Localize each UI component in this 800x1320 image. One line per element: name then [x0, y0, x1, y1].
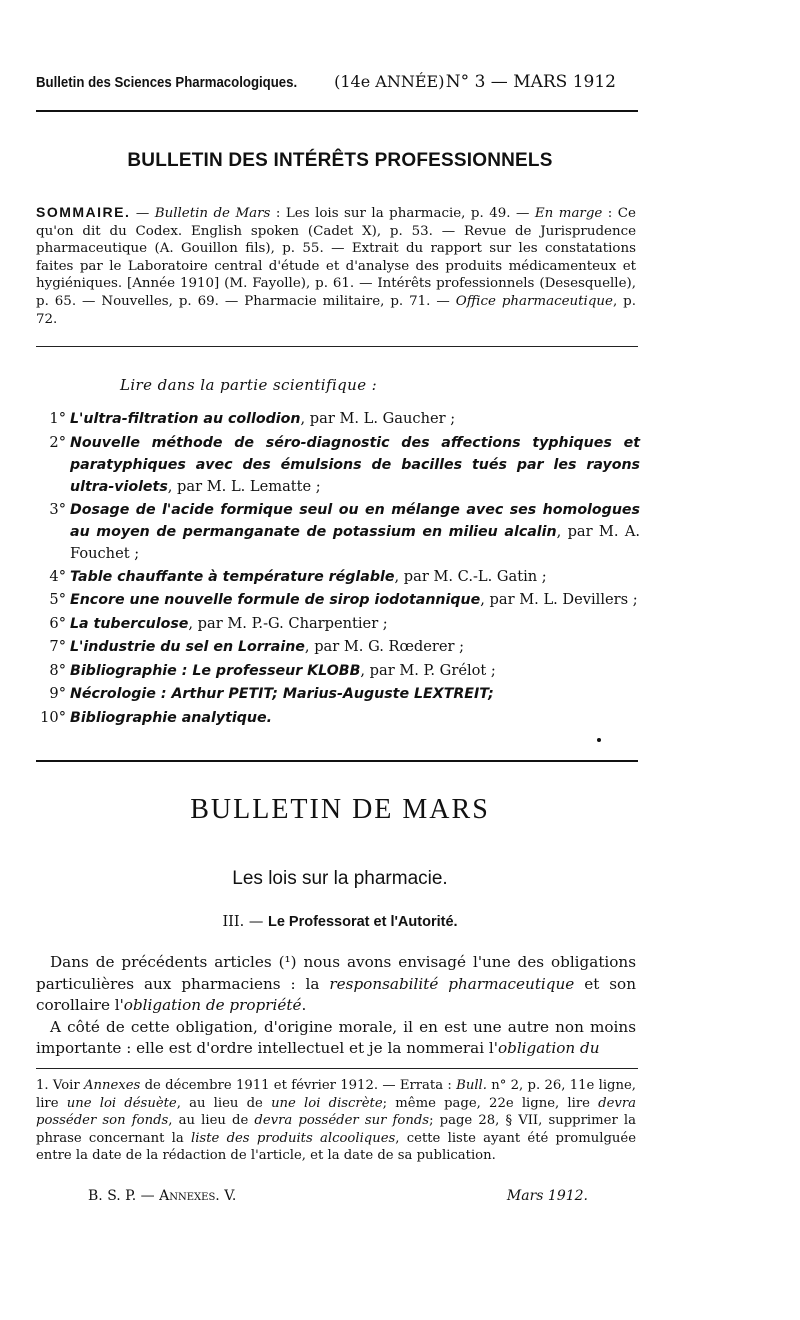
- issue-number: N° 3 — MARS 1912: [445, 72, 616, 92]
- sommaire-item-text: : Les lois sur la pharmacie, p. 49. —: [270, 206, 535, 221]
- list-item-title: La tuberculose: [70, 615, 189, 632]
- list-item-title: Bibliographie : Le professeur KLOBB: [70, 662, 361, 679]
- text-run: A côté de cette obligation, d'origine morale, il en est une autre non moins importante : elle est d'ordre intellectuel et je la nommerai l': [36, 1017, 636, 1057]
- list-item: [36, 499, 640, 564]
- footer-right: Mars 1912.: [506, 1188, 588, 1204]
- sommaire-item-title: Bulletin de Mars: [154, 206, 271, 221]
- list-item-title: L'ultra-filtration au collodion: [70, 411, 301, 427]
- list-number: 9°: [49, 685, 66, 702]
- list-item-author: , par M. A. Fouchet ;: [70, 523, 640, 562]
- text-run: et son corollaire l': [36, 974, 636, 1014]
- list-number: 3°: [49, 501, 66, 518]
- list-item-author: , par M. L. Lematte ;: [167, 477, 321, 495]
- section-title: BULLETIN DES INTÉRÊTS PROFESSIONNELS: [127, 150, 553, 171]
- list-item-title: Nécrologie : Arthur PETIT; Marius-Auguste LEXTREIT;: [70, 686, 494, 702]
- scientific-contents-list: [36, 408, 640, 730]
- subsection-heading: Le Professorat et l'Autorité.: [267, 914, 458, 930]
- list-number: 6°: [49, 614, 66, 632]
- text-run: , cette liste ayant été promulguée entre la date de la rédaction de l'article, et la date de sa publication.: [36, 1130, 637, 1164]
- text-emphasis: une loi discrète: [271, 1095, 383, 1111]
- list-number: 10°: [40, 708, 66, 726]
- scientific-part-heading: Lire dans la partie scientifique :: [120, 376, 378, 394]
- list-item: [36, 589, 640, 611]
- journal-title: Bulletin des Sciences Pharmacologiques.: [36, 74, 298, 91]
- sommaire-item-title: En marge: [534, 206, 603, 221]
- article-body: [36, 952, 636, 1060]
- footer-left: B. S. P. — Annexes. V.: [88, 1188, 237, 1204]
- list-item: [36, 683, 640, 705]
- volume-year: (14e ANNÉE): [334, 72, 445, 91]
- subsection-title: [40, 914, 640, 930]
- list-item-title: Dosage de l'acide formique seul ou en mélange avec ses homologues au moyen de permanganate de potassium en milieu alcalin: [70, 502, 640, 540]
- text-run: , au lieu de: [176, 1095, 272, 1111]
- list-number: 4°: [49, 567, 66, 585]
- list-item-title: Encore une nouvelle formule de sirop iodotannique: [70, 592, 481, 608]
- contents-rule: [36, 760, 638, 762]
- text-run: .: [301, 996, 307, 1014]
- header-rule: [36, 110, 638, 112]
- text-run: 1. Voir: [36, 1078, 84, 1093]
- list-number: 2°: [49, 433, 66, 451]
- sommaire-rule: [36, 346, 638, 347]
- list-item-author: , par M. C.-L. Gatin ;: [394, 567, 547, 585]
- subsection-numeral: III. —: [222, 914, 268, 930]
- text-emphasis: une loi désuète: [66, 1095, 177, 1111]
- list-item: [36, 660, 640, 682]
- text-emphasis: Annexes: [83, 1078, 141, 1093]
- list-number: 8°: [49, 661, 66, 679]
- sommaire-item-text: , p. 72.: [36, 293, 636, 327]
- text-run: ; page 28, § VII, supprimer la phrase concernant la: [36, 1113, 636, 1146]
- list-number: 1°: [49, 410, 66, 427]
- list-number: 5°: [49, 591, 66, 608]
- list-item-author: , par M. P.-G. Charpentier ;: [188, 614, 388, 632]
- list-item: [36, 432, 640, 498]
- sommaire-item-text: : Ce qu'on dit du Codex. English spoken (Cadet X), p. 53. — Revue de Jurisprudence pharmaceutique (A. Gouillon fils), p. 55. — Extrait du rapport sur les constatations faites par le Laboratoire central d'étude et d'analyse des produits médicamenteux et hygiéniques. [Année 1910] (M. Fayolle), p. 61. — Intérêts professionnels (Desesquelle), p. 65. — Nouvelles, p. 69. — Pharmacie militaire, p. 71. —: [36, 206, 636, 309]
- text-emphasis: obligation du: [497, 1039, 600, 1057]
- list-item-title: L'industrie du sel en Lorraine: [70, 639, 305, 655]
- text-run: ; même page, 22e ligne, lire: [382, 1095, 599, 1111]
- list-item-title: Bibliographie analytique.: [70, 709, 272, 726]
- bulletin-title: BULLETIN DE MARS: [190, 794, 490, 825]
- text-emphasis: devra posséder son fonds: [36, 1095, 637, 1129]
- sommaire-item-title: Office pharmaceutique: [455, 293, 613, 309]
- list-item-title: Table chauffante à température réglable: [70, 568, 395, 585]
- list-item: [36, 566, 640, 588]
- footnote-rule: [36, 1068, 638, 1069]
- list-item-author: , par M. L. Devillers ;: [480, 591, 638, 608]
- list-item-title: Nouvelle méthode de séro-diagnostic des affections typhiques et paratyphiques avec des émulsions de bacilles tués par les rayons ultra-violets: [70, 434, 640, 495]
- list-item: [36, 707, 640, 729]
- text-emphasis: devra posséder sur fonds: [254, 1113, 430, 1129]
- list-item: [36, 613, 640, 635]
- sommaire-label: SOMMAIRE.: [36, 204, 131, 220]
- list-item: [36, 408, 640, 430]
- running-header: [36, 72, 616, 98]
- text-run: de décembre 1911 et février 1912. — Errata :: [140, 1078, 457, 1093]
- page-footer: [88, 1188, 588, 1204]
- text-emphasis: obligation de propriété: [123, 996, 302, 1014]
- text-emphasis: responsabilité pharmaceutique: [329, 974, 575, 993]
- text-run: Dans de précédents articles (¹) nous avons envisagé l'une des obligations particulières aux pharmaciens : la: [36, 953, 636, 993]
- list-item: [36, 636, 640, 658]
- list-item-author: , par M. P. Grélot ;: [360, 661, 496, 679]
- sommaire: SOMMAIRE. — Bulletin de Mars : Les lois sur la pharmacie, p. 49. — En marge : Ce qu'on dit du Codex. English spoken (Cadet X), p. 53. — Revue de Jurisprudence pharmaceutique (A. Gouillon fils), p. 55. — Extrait du rapport sur les constatations faites par le Laboratoire central d'étude et d'analyse des produits médicamenteux et hygiéniques. [Année 1910] (M. Fayolle), p. 61. — Intérêts professionnels (Desesquelle), p. 65. — Nouvelles, p. 69. — Pharmacie militaire, p. 71. — Office pharmaceutique, p. 72.: [36, 204, 636, 327]
- text-emphasis: liste des produits alcooliques: [191, 1130, 396, 1146]
- paragraph: [36, 1017, 636, 1060]
- stray-dot: [597, 738, 601, 742]
- text-emphasis: Bull.: [456, 1078, 487, 1093]
- footnote: [36, 1077, 636, 1165]
- list-number: 7°: [49, 638, 66, 655]
- list-item-author: , par M. L. Gaucher ;: [300, 410, 456, 427]
- list-item-author: , par M. G. Rœderer ;: [304, 638, 465, 655]
- text-run: n° 2, p. 26, 11e ligne, lire: [36, 1078, 636, 1111]
- text-run: , au lieu de: [168, 1113, 255, 1129]
- article-title: Les lois sur la pharmacie.: [232, 868, 448, 889]
- paragraph: [36, 952, 636, 1017]
